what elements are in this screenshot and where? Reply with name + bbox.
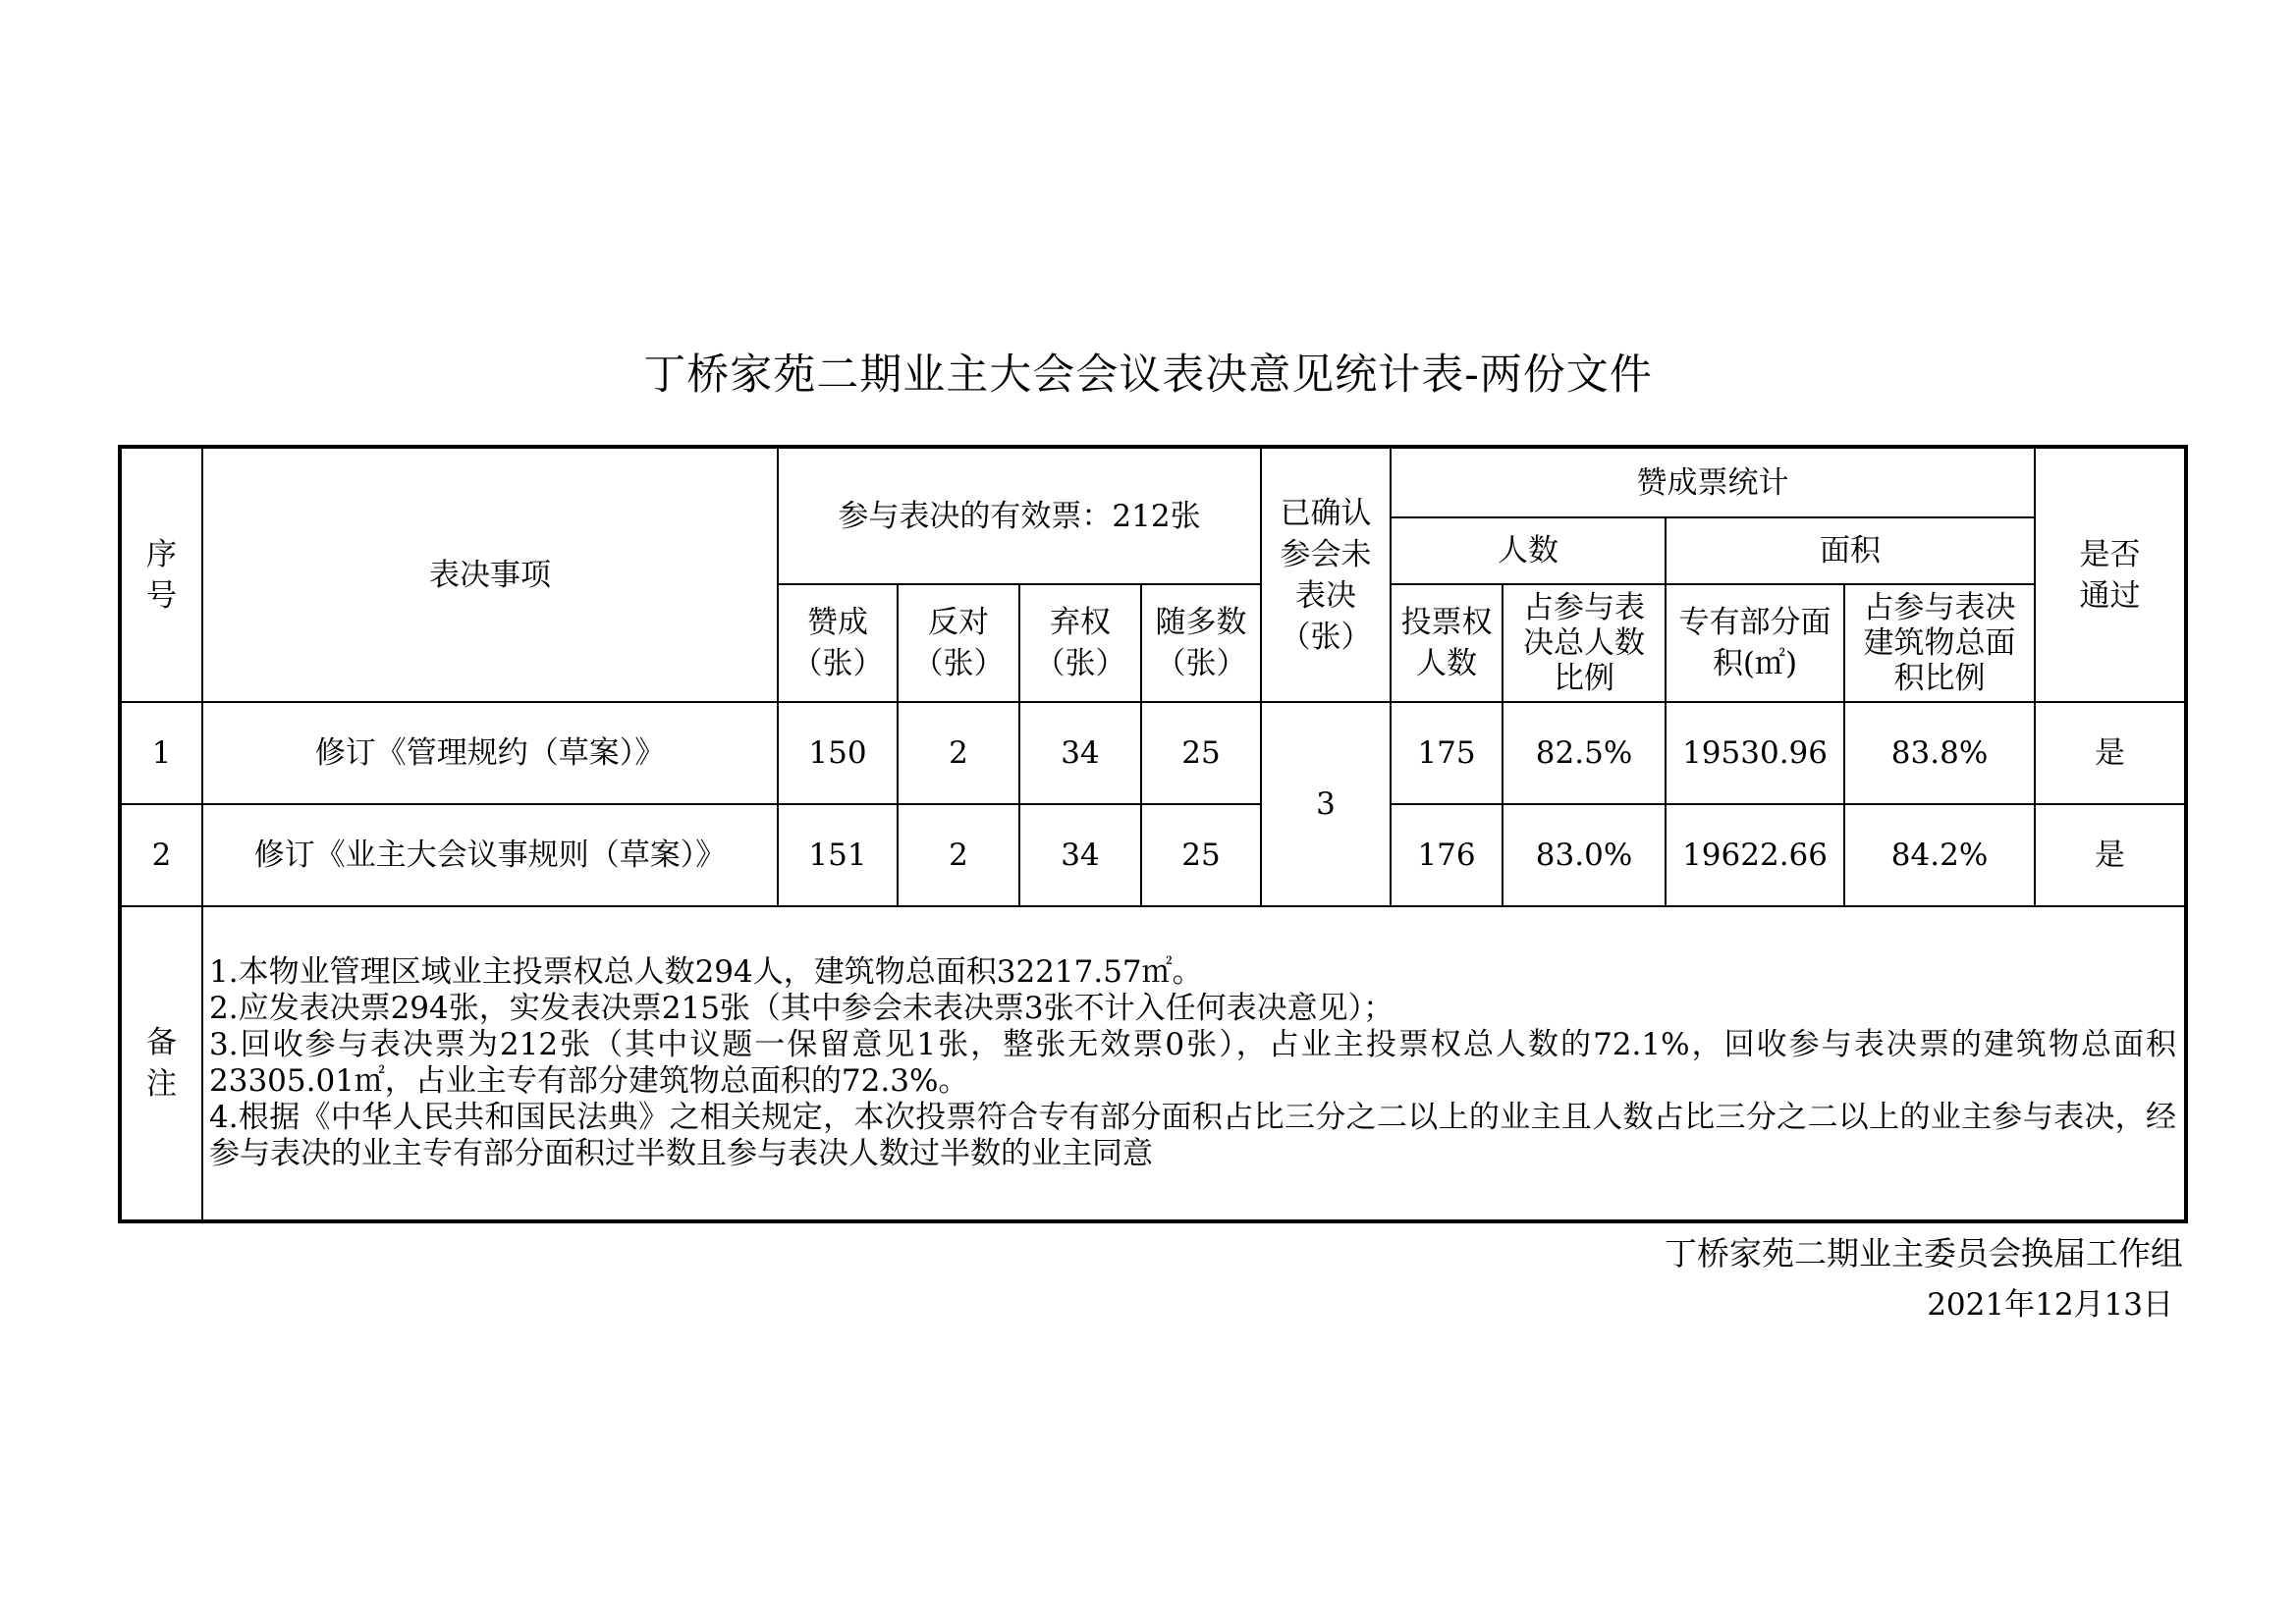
note-4: 4.根据《中华人民共和国民法典》之相关规定，本次投票符合专有部分面积占比三分之二以上的业主且人数占比三分之二以上的业主参与表决，经参与表决的业主专有部分面积过半数且参与表决人数过半数的业主同意 — [209, 1100, 2177, 1171]
row-abstain: 34 — [1019, 702, 1141, 804]
row-area: 19622.66 — [1666, 804, 1844, 906]
row-area-ratio: 84.2% — [1844, 804, 2035, 906]
row-oppose: 2 — [898, 702, 1019, 804]
row-people-ratio: 82.5% — [1503, 702, 1666, 804]
header-valid-votes: 参与表决的有效票：212张 — [778, 447, 1261, 584]
header-item: 表决事项 — [202, 447, 778, 702]
header-passed: 是否 通过 — [2035, 447, 2186, 702]
header-oppose: 反对 （张） — [898, 584, 1019, 702]
row-seq: 2 — [120, 804, 202, 906]
row-people-ratio: 83.0% — [1503, 804, 1666, 906]
row-oppose: 2 — [898, 804, 1019, 906]
note-2: 2.应发表决票294张，实发表决票215张（其中参会未表决票3张不计入任何表决意见）； — [209, 991, 1394, 1026]
row-area-ratio: 83.8% — [1844, 702, 2035, 804]
header-area: 面积 — [1666, 517, 2035, 584]
note-1: 1.本物业管理区域业主投票权总人数294人，建筑物总面积32217.57㎡。 — [209, 954, 1203, 990]
document-title: 丁桥家苑二期业主大会会议表决意见统计表-两份文件 — [643, 351, 1653, 400]
header-seq: 序 号 — [120, 447, 202, 702]
note-3: 3.回收参与表决票为212张（其中议题一保留意见1张，整张无效票0张），占业主投票权总人数的72.1%，回收参与表决票的建筑物总面积23305.01㎡，占业主专有部分建筑物总面积的72.3%。 — [209, 1027, 2177, 1099]
row-approve: 150 — [778, 702, 898, 804]
footer-organization: 丁桥家苑二期业主委员会换届工作组 — [1665, 1234, 2183, 1272]
row-follow: 25 — [1141, 804, 1261, 906]
header-area-ratio: 占参与表决 建筑物总面 积比例 — [1844, 584, 2035, 702]
row-area: 19530.96 — [1666, 702, 1844, 804]
row-seq: 1 — [120, 702, 202, 804]
header-abstain: 弃权 （张） — [1019, 584, 1141, 702]
row-passed: 是 — [2035, 702, 2186, 804]
notes-content — [202, 906, 2186, 1221]
confirmed-no-vote-value: 3 — [1261, 702, 1391, 906]
header-people: 人数 — [1391, 517, 1666, 584]
header-people-ratio: 占参与表 决总人数 比例 — [1503, 584, 1666, 702]
row-abstain: 34 — [1019, 804, 1141, 906]
table-row — [120, 702, 2186, 804]
row-approve: 151 — [778, 804, 898, 906]
notes-label: 备 注 — [120, 906, 202, 1221]
row-passed: 是 — [2035, 804, 2186, 906]
header-voters: 投票权 人数 — [1391, 584, 1503, 702]
row-voters: 176 — [1391, 804, 1503, 906]
row-voters: 175 — [1391, 702, 1503, 804]
vote-statistics-table — [118, 445, 2188, 1223]
table-row — [120, 804, 2186, 906]
row-follow: 25 — [1141, 702, 1261, 804]
header-approve: 赞成 （张） — [778, 584, 898, 702]
header-exclusive-area: 专有部分面 积(㎡) — [1666, 584, 1844, 702]
header-approve-stats: 赞成票统计 — [1391, 447, 2035, 517]
row-item: 修订《管理规约（草案）》 — [202, 702, 778, 804]
row-item: 修订《业主大会议事规则（草案）》 — [202, 804, 778, 906]
header-confirmed-no-vote: 已确认 参会未 表决 （张） — [1261, 447, 1391, 702]
footer-date: 2021年12月13日 — [1927, 1287, 2173, 1323]
header-follow-majority: 随多数 （张） — [1141, 584, 1261, 702]
notes-row — [120, 906, 2186, 1221]
